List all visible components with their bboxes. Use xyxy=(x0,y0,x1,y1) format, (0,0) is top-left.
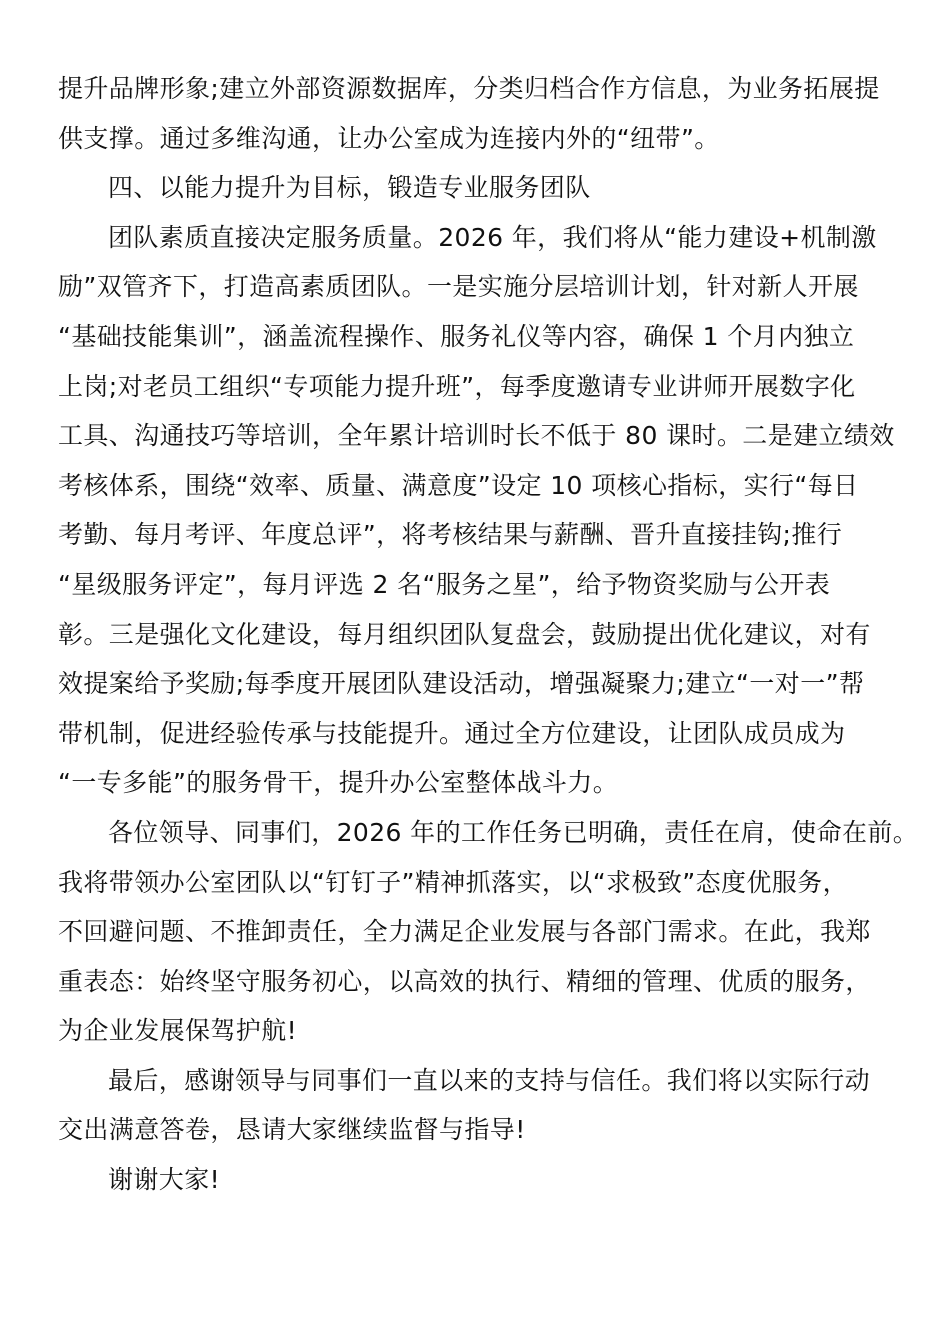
text-line: 考勤、每月考评、年度总评”，将考核结果与薪酬、晋升直接挂钩;推行 xyxy=(58,520,843,550)
text-line: 各位领导、同事们，2026 年的工作任务已明确，责任在肩，使命在前。 xyxy=(108,817,919,847)
closing-line: 谢谢大家! xyxy=(108,1165,221,1195)
text-line: 团队素质直接决定服务质量。2026 年，我们将从“能力建设+机制激 xyxy=(108,222,877,252)
text-line: 供支撑。通过多维沟通，让办公室成为连接内外的“纽带”。 xyxy=(58,123,720,153)
text-line: 彰。三是强化文化建设，每月组织团队复盘会，鼓励提出优化建议，对有 xyxy=(58,619,871,649)
text-line: “基础技能集训”，涵盖流程操作、服务礼仪等内容，确保 1 个月内独立 xyxy=(58,321,855,351)
text-line: 我将带领办公室团队以“钉钉子”精神抓落实，以“求极致”态度优服务， xyxy=(58,867,849,897)
text-line: 重表态：始终坚守服务初心，以高效的执行、精细的管理、优质的服务， xyxy=(58,966,871,996)
text-line: 上岗;对老员工组织“专项能力提升班”，每季度邀请专业讲师开展数字化 xyxy=(58,371,856,401)
text-line: 考核体系，围绕“效率、质量、满意度”设定 10 项核心指标，实行“每日 xyxy=(58,470,859,500)
text-line: 带机制，促进经验传承与技能提升。通过全方位建设，让团队成员成为 xyxy=(58,718,846,748)
text-line: 最后，感谢领导与同事们一直以来的支持与信任。我们将以实际行动 xyxy=(108,1065,871,1095)
text-line: 不回避问题、不推卸责任，全力满足企业发展与各部门需求。在此，我郑 xyxy=(58,917,871,947)
text-line: “星级服务评定”，每月评选 2 名“服务之星”，给予物资奖励与公开表 xyxy=(58,569,831,599)
section-heading: 四、以能力提升为目标，锻造专业服务团队 xyxy=(108,173,591,203)
text-line: 工具、沟通技巧等培训，全年累计培训时长不低于 80 课时。二是建立绩效 xyxy=(58,421,895,451)
text-line: 为企业发展保驾护航! xyxy=(58,1016,298,1046)
text-line: “一专多能”的服务骨干，提升办公室整体战斗力。 xyxy=(58,768,619,798)
document-body xyxy=(58,64,919,1205)
text-line: 提升品牌形象;建立外部资源数据库，分类归档合作方信息，为业务拓展提 xyxy=(58,74,880,103)
text-line: 交出满意答卷，恳请大家继续监督与指导! xyxy=(58,1115,526,1145)
text-line: 励”双管齐下，打造高素质团队。一是实施分层培训计划，针对新人开展 xyxy=(58,272,859,302)
text-line: 效提案给予奖励;每季度开展团队建设活动，增强凝聚力;建立“一对一”帮 xyxy=(58,669,865,699)
